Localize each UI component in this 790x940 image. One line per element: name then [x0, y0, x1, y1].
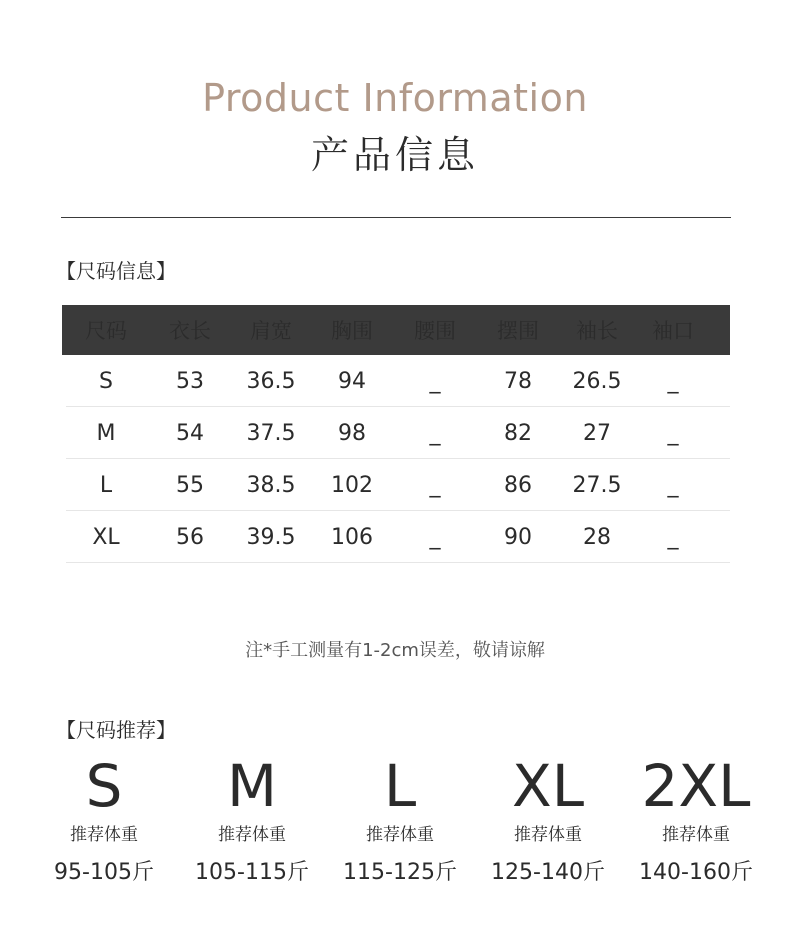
table-row: [62, 407, 730, 459]
table-cell: _: [429, 524, 441, 550]
column-header: 袖口: [652, 319, 694, 343]
table-row: [62, 511, 730, 563]
recommend-weight-range: 115-125斤: [343, 860, 457, 885]
table-header: [62, 305, 730, 355]
size-table: [62, 305, 730, 563]
size-recommend-item: [178, 752, 326, 886]
recommend-caption: 推荐体重: [218, 825, 286, 845]
size-recommend-item: [326, 752, 474, 886]
table-cell: 102: [331, 472, 373, 498]
table-cell: M: [96, 420, 116, 446]
table-cell: 38.5: [246, 472, 296, 498]
table-cell: _: [667, 472, 679, 498]
column-header: 腰围: [414, 319, 456, 343]
measurement-note: 注*手工测量有1-2cm误差，敬请谅解: [245, 640, 545, 661]
table-cell: L: [99, 472, 113, 498]
table-cell: _: [667, 524, 679, 550]
table-cell: 106: [331, 524, 373, 550]
recommend-size: 2XL: [641, 752, 751, 820]
table-cell: 39.5: [246, 524, 296, 550]
table-cell: 94: [338, 368, 366, 394]
column-header: 袖长: [576, 319, 618, 343]
table-cell: 27.5: [572, 472, 622, 498]
table-cell: _: [429, 420, 441, 446]
recommend-caption: 推荐体重: [514, 825, 582, 845]
table-cell: _: [429, 472, 441, 498]
recommend-caption: 推荐体重: [366, 825, 434, 845]
size-recommend-item: [30, 752, 178, 886]
size-recommend-list: [30, 752, 770, 886]
recommend-caption: 推荐体重: [70, 825, 138, 845]
table-cell: 55: [176, 472, 204, 498]
recommend-weight-range: 125-140斤: [491, 860, 605, 885]
table-cell: S: [99, 368, 113, 394]
recommend-caption: 推荐体重: [662, 825, 730, 845]
table-cell: 56: [176, 524, 204, 550]
table-cell: 36.5: [246, 368, 296, 394]
recommend-size: XL: [511, 752, 585, 820]
column-header: 尺码: [85, 319, 127, 343]
table-cell: _: [667, 420, 679, 446]
column-header: 胸围: [331, 319, 373, 343]
recommend-size: M: [226, 752, 278, 820]
recommend-size: S: [85, 752, 123, 820]
recommend-weight-range: 105-115斤: [195, 860, 309, 885]
recommend-size: L: [383, 752, 417, 820]
table-cell: _: [667, 368, 679, 394]
table-row: [62, 459, 730, 511]
table-row: [62, 355, 730, 407]
size-info-label: 【尺码信息】: [56, 259, 176, 283]
table-cell: 82: [504, 420, 532, 446]
size-recommend-item: [474, 752, 622, 886]
table-cell: XL: [92, 524, 120, 550]
table-cell: 78: [504, 368, 532, 394]
size-recommend-item: [622, 752, 770, 886]
column-header: 摆围: [497, 319, 539, 343]
size-recommend-label: 【尺码推荐】: [56, 718, 176, 742]
table-cell: _: [429, 368, 441, 394]
table-cell: 86: [504, 472, 532, 498]
recommend-weight-range: 140-160斤: [639, 860, 753, 885]
table-cell: 28: [583, 524, 611, 550]
table-cell: 90: [504, 524, 532, 550]
table-cell: 37.5: [246, 420, 296, 446]
table-cell: 53: [176, 368, 204, 394]
column-header: 衣长: [169, 319, 211, 343]
header-divider: [61, 217, 731, 218]
table-cell: 98: [338, 420, 366, 446]
column-header: 肩宽: [250, 319, 292, 343]
recommend-weight-range: 95-105斤: [54, 860, 154, 885]
table-cell: 27: [583, 420, 611, 446]
page-title-en: Product Information: [202, 76, 588, 120]
page-title-cn: 产品信息: [310, 133, 479, 177]
table-cell: 26.5: [572, 368, 622, 394]
table-cell: 54: [176, 420, 204, 446]
